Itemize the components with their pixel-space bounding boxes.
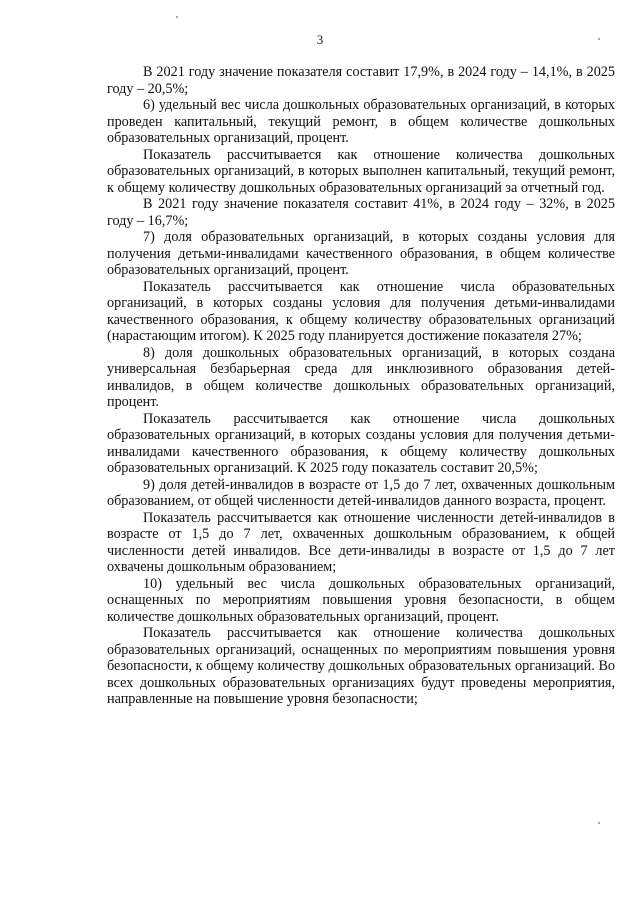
paragraph: 7) доля образовательных организаций, в которых созданы условия для получения детьми-инвалидами качественного образования, в общем количестве образовательных организаций, процент. (107, 229, 615, 278)
paragraph: В 2021 году значение показателя составит 17,9%, в 2024 году – 14,1%, в 2025 году – 20,5%; (107, 64, 615, 97)
paragraph: 10) удельный вес числа дошкольных образовательных организаций, оснащенных по мероприятиям повышения уровня безопасности, в общем количестве дошкольных образовательных организаций, процент. (107, 575, 615, 625)
paragraph: Показатель рассчитывается как отношение числа дошкольных образовательных организаций, в которых созданы условия для получения детьми-инвалидами качественного образования, к общему количеству дошкольных образовательных организаций. К 2025 году показатель составит 20,5%; (107, 410, 615, 476)
paragraph: Показатель рассчитывается как отношение количества дошкольных образовательных организаций, в которых выполнен капитальный, текущий ремонт, к общему количеству дошкольных образовательных организаций за отчетный год. (107, 146, 615, 196)
document-body (107, 64, 615, 708)
paragraph: 8) доля дошкольных образовательных организаций, в которых создана универсальная безбарьерная среда для инклюзивного образования детей-инвалидов, в общем количестве дошкольных образовательных организаций, процент. (107, 344, 615, 410)
scan-speck (598, 822, 600, 824)
paragraph: 6) удельный вес числа дошкольных образовательных организаций, в которых проведен капитальный, текущий ремонт, в общем количестве дошкольных образовательных организаций, процент. (107, 97, 615, 146)
paragraph: В 2021 году значение показателя составит 41%, в 2024 году – 32%, в 2025 году – 16,7%; (107, 196, 615, 229)
paragraph: 9) доля детей-инвалидов в возрасте от 1,5 до 7 лет, охваченных дошкольным образованием, от общей численности детей-инвалидов данного возраста, процент. (107, 476, 615, 509)
scan-speck (176, 16, 178, 18)
scan-speck (598, 38, 600, 40)
paragraph: Показатель рассчитывается как отношение количества дошкольных образовательных организаций, оснащенных по мероприятиям повышения уровня безопасности, к общему количеству дошкольных образовательных организаций. Во всех дошкольных образовательных организациях будут проведены мероприятия, направленные на повышение уровня безопасности; (107, 625, 615, 707)
paragraph: Показатель рассчитывается как отношение числа образовательных организаций, в которых созданы условия для получения детьми-инвалидами качественного образования, к общему количеству образовательных организаций (нарастающим итогом). К 2025 году планируется достижение показателя 27%; (107, 278, 615, 344)
page-number: 3 (316, 32, 324, 47)
paragraph: Показатель рассчитывается как отношение численности детей-инвалидов в возрасте от 1,5 до 7 лет, охваченных дошкольным образованием, к общей численности детей инвалидов. Все дети-инвалиды в возрасте от 1,5 до 7 лет охвачены дошкольным образованием; (107, 509, 615, 575)
